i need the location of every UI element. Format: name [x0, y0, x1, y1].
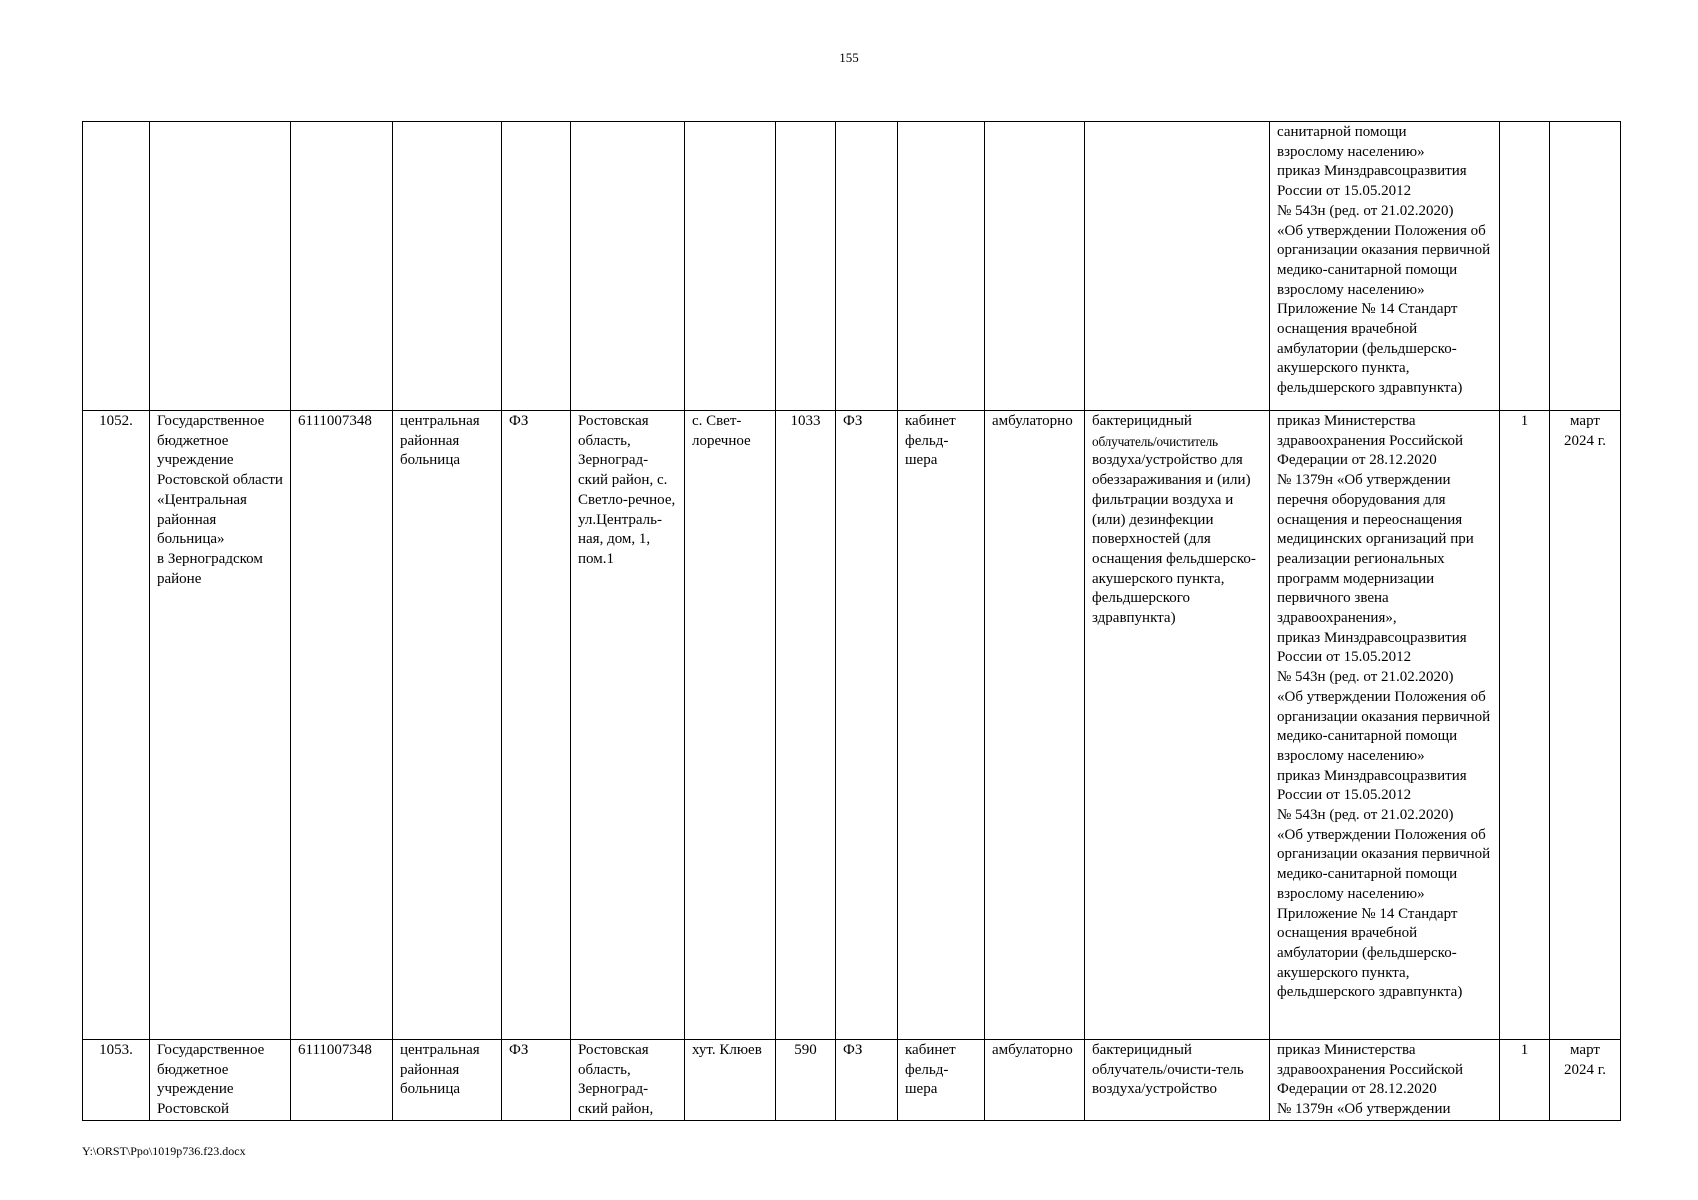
cell-equipment [1085, 122, 1270, 411]
equipment-table [82, 121, 1621, 1121]
cell-cabinet: кабинет фельд-шера [898, 411, 985, 1040]
cell-settlement: с. Свет-лоречное [685, 411, 776, 1040]
cell-regulation: приказ Министерства здравоохранения Российской Федерации от 28.12.2020 № 1379н «Об утверждении перечня оборудования для оснащения и переоснащения медицинских организаций при реализации региональных программ модернизации первичного звена здравоохранения», приказ Минздравсоцразвития России от 15.05.2012 № 543н (ред. от 21.02.2020) «Об утверждении Положения об организации оказания первичной медико-санитарной помощи взрослому населению» приказ Минздравсоцразвития России от 15.05.2012 № 543н (ред. от 21.02.2020) «Об утверждении Положения об организации оказания первичной медико-санитарной помощи взрослому населению» Приложение № 14 Стандарт оснащения врачебной амбулатории (фельдшерско-акушерского пункта, фельдшерского здравпункта) [1270, 411, 1500, 1040]
cell-regulation: приказ Министерства здравоохранения Российской Федерации от 28.12.2020 № 1379н «Об утверждении [1270, 1040, 1500, 1121]
cell-org: Государственное бюджетное учреждение Ростовской области «Центральная районная больница» в Зерноградском районе [150, 411, 291, 1040]
cell-type: центральная районная больница [393, 411, 502, 1040]
table-row [83, 1040, 1621, 1121]
equipment-line: бактерицидный [1092, 413, 1192, 429]
cell-inn: 6111007348 [291, 411, 393, 1040]
cell-qty [1500, 122, 1550, 411]
cell-date: март 2024 г. [1550, 1040, 1621, 1121]
cell-condition: амбулаторно [985, 1040, 1085, 1121]
cell-org: Государственное бюджетное учреждение Ростовской [150, 1040, 291, 1121]
cell-population: 590 [776, 1040, 836, 1121]
cell-type: центральная районная больница [393, 1040, 502, 1121]
cell-address [571, 122, 685, 411]
cell-fz2: ФЗ [836, 1040, 898, 1121]
cell-num [83, 122, 150, 411]
cell-settlement: хут. Клюев [685, 1040, 776, 1121]
cell-fz [502, 122, 571, 411]
cell-condition: амбулаторно [985, 411, 1085, 1040]
cell-type [393, 122, 502, 411]
cell-settlement [685, 122, 776, 411]
equipment-line-rest: воздуха/устройство для обеззараживания и (или) фильтрации воздуха и (или) дезинфекции поверхностей (для оснащения фельдшерско-акушерского пункта, фельдшерского здравпункта) [1092, 452, 1256, 627]
cell-fz: ФЗ [502, 1040, 571, 1121]
footer-file-path: Y:\ORST\Ppo\1019p736.f23.docx [82, 1144, 246, 1158]
cell-num: 1053. [83, 1040, 150, 1121]
cell-fz2: ФЗ [836, 411, 898, 1040]
cell-date: март 2024 г. [1550, 411, 1621, 1040]
cell-inn: 6111007348 [291, 1040, 393, 1121]
cell-org [150, 122, 291, 411]
cell-cabinet [898, 122, 985, 411]
table-row [83, 411, 1621, 1040]
cell-equipment: бактерицидный облучатель/очисти-тель воздуха/устройство [1085, 1040, 1270, 1121]
cell-address: Ростовская область, Зерноград-ский район, с. Светло-речное, ул.Централь-ная, дом, 1, пом.1 [571, 411, 685, 1040]
cell-regulation: санитарной помощи взрослому населению» приказ Минздравсоцразвития России от 15.05.2012 № 543н (ред. от 21.02.2020) «Об утверждении Положения об организации оказания первичной медико-санитарной помощи взрослому населению» Приложение № 14 Стандарт оснащения врачебной амбулатории (фельдшерско-акушерского пункта, фельдшерского здравпункта) [1270, 122, 1500, 411]
cell-population [776, 122, 836, 411]
cell-condition [985, 122, 1085, 411]
cell-qty: 1 [1500, 1040, 1550, 1121]
cell-fz2 [836, 122, 898, 411]
cell-address: Ростовская область, Зерноград-ский район, [571, 1040, 685, 1121]
cell-num: 1052. [83, 411, 150, 1040]
equipment-line-small: облучатель/очиститель [1092, 433, 1218, 449]
cell-date [1550, 122, 1621, 411]
page-number: 155 [839, 50, 859, 65]
cell-fz: ФЗ [502, 411, 571, 1040]
cell-inn [291, 122, 393, 411]
cell-cabinet: кабинет фельд-шера [898, 1040, 985, 1121]
cell-equipment [1085, 411, 1270, 1040]
table-row-continuation [83, 122, 1621, 411]
cell-qty: 1 [1500, 411, 1550, 1040]
cell-population: 1033 [776, 411, 836, 1040]
